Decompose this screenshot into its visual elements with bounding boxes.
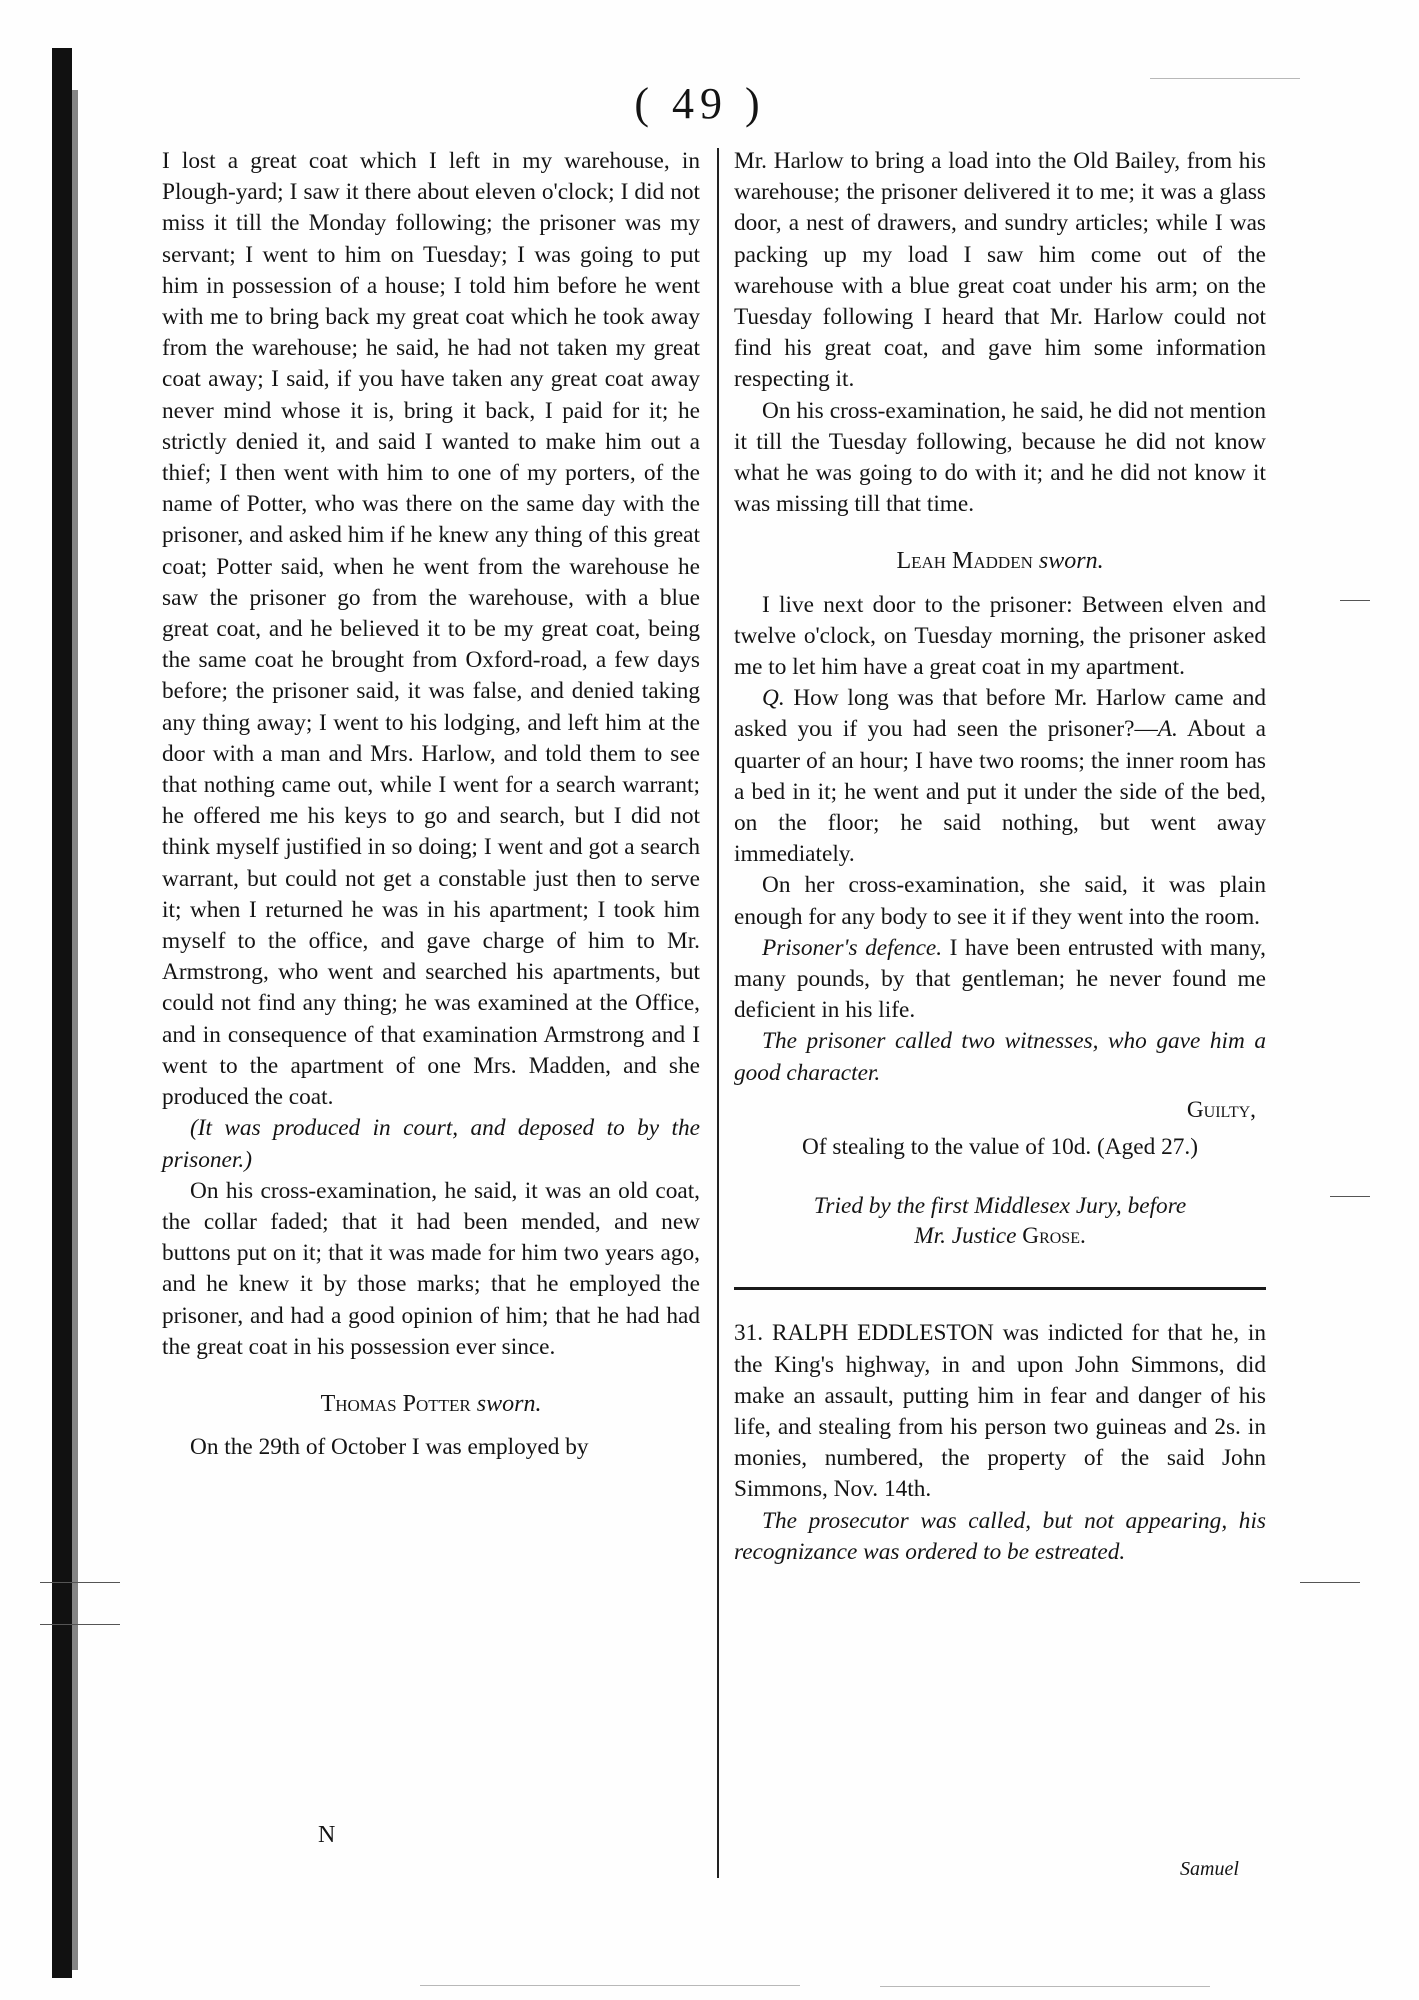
verdict-detail: Of stealing to the value of 10d. (Aged 27.)	[802, 1134, 1198, 1161]
right-column	[734, 146, 1266, 1568]
question-text: How long was that before Mr. Harlow came and asked you if you had seen the prisoner?	[734, 685, 1266, 743]
margin-mark	[40, 1582, 120, 1583]
margin-mark	[1300, 1582, 1360, 1583]
defence-label: Prisoner's defence.	[762, 934, 943, 961]
prosecutor-absent-note: The prosecutor was called, but not appearing, his recognizance was ordered to be estreated.	[734, 1507, 1266, 1565]
column-divider	[717, 148, 719, 1878]
page-number: ( 49 )	[634, 79, 766, 128]
defence-text: I have been entrusted with many, many pounds, by that gentleman; he never found me deficient in his life.	[734, 934, 1267, 1024]
court-note: (It was produced in court, and deposed to by the prisoner.)	[162, 1115, 700, 1173]
cross-examination-harlow: On his cross-examination, he said, it was an old coat, the collar faded; that it had been mended, and new buttons put on it; that it was made for him two years ago, and he knew it by those marks; that he employed the prisoner, and had a good opinion of him; that he had had the great coat in his possession ever since.	[162, 1177, 700, 1360]
binding-edge	[52, 48, 72, 1978]
testimony-potter-start: On the 29th of October I was employed by	[190, 1434, 589, 1461]
answer-text: About a quarter of an hour; I have two rooms; the inner room has a bed in it; he went and put it under the side of the bed, on the floor; he said nothing, but went away immediately.	[734, 716, 1266, 868]
testimony-potter-continued: Mr. Harlow to bring a load into the Old Bailey, from his warehouse; the prisoner delivered it to me; it was a glass door, a nest of drawers, and sundry articles; while I was packing up my load I saw him come out of the warehouse with a blue great coat under his arm; on the Tuesday following I heard that Mr. Harlow could not find his great coat, and gave him some information respecting it.	[734, 148, 1266, 393]
witness-heading-madden	[734, 546, 1266, 577]
scan-speckle	[880, 1986, 1210, 1987]
cross-examination-madden: On her cross-examination, she said, it was plain enough for any body to see it if they went into the room.	[734, 872, 1266, 930]
witness-heading-potter	[162, 1389, 700, 1420]
question-answer: Q. How long was that before Mr. Harlow came and asked you if you had seen the prisoner?—A. About a quarter of an hour; I have two rooms; the inner room has a bed in it; he went and put it under the side of the bed, on the floor; he said nothing, but went away immediately.	[734, 685, 1266, 868]
case-indictment: was indicted for that he, in the King's highway, in and upon John Simmons, did make an assault, putting him in fear and danger of his life, and stealing from his person two guineas and 2s. in monies, numbered, the property of the said John Simmons, Nov. 14th.	[734, 1320, 1266, 1503]
witness-name: Thomas Potter	[320, 1390, 471, 1417]
character-witnesses-note: The prisoner called two witnesses, who gave him a good character.	[734, 1028, 1266, 1086]
scan-speckle	[420, 1985, 800, 1986]
verdict: Guilty,	[1186, 1096, 1256, 1123]
signature-mark: N	[318, 1822, 336, 1848]
testimony-harlow: I lost a great coat which I left in my warehouse, in Plough-yard; I saw it there about eleven o'clock; I did not miss it till the Monday following; the prisoner was my servant; I went to him on Tuesday; I was going to put him in possession of a house; I told him before he went with me to bring back my great coat which he took away from the warehouse; he said, he had not taken my great coat away; I said, if you have taken any great coat away never mind whose it is, bring it back, I paid for it; he strictly denied it, and said I wanted to make him out a thief; I then went with him to one of my porters, of the name of Potter, who was there on the same day with the prisoner, and asked him if he knew any thing of this great coat; Potter said, when he went from the warehouse he saw the prisoner go from the warehouse, with a blue great coat, and he believed it to be my great coat, being the same coat he brought from Oxford-road, a few days before; the prisoner said, it was false, and denied taking any thing away; I went to his lodging, and left him at the door with a man and Mrs. Harlow, and told them to see that nothing came out, while I went for a search warrant; he offered me his keys to go and search, but I did not think myself justified in so doing; I went and got a search warrant, but could not get a constable just then to serve it; when I returned he was in his apartment; I took him myself to the office, and gave charge of him to Mr. Armstrong, who went and searched his apartments, but could not find any thing; he was examined at the Office, and in consequence of that examination Armstrong and I went to the apartment of one Mrs. Madden, and she produced the coat.	[162, 148, 700, 1111]
scan-speckle	[1150, 78, 1300, 79]
section-divider	[734, 1287, 1266, 1290]
answer-label: A.	[1157, 716, 1178, 743]
witness-name: Leah Madden	[896, 548, 1033, 575]
witness-sworn: sworn.	[476, 1390, 542, 1417]
case-defendant: RALPH EDDLESTON	[771, 1320, 994, 1347]
trial-note-line1: Tried by the first Middlesex Jury, before	[813, 1193, 1187, 1220]
margin-mark	[1330, 1196, 1370, 1197]
trial-note-line2: Mr. Justice	[914, 1223, 1017, 1250]
binding-shadow	[72, 90, 78, 1970]
testimony-madden: I live next door to the prisoner: Between elven and twelve o'clock, on Tuesday morning, the prisoner asked me to let him have a great coat in my apartment.	[734, 591, 1266, 681]
cross-examination-potter: On his cross-examination, he said, he did not mention it till the Tuesday following, because he did not know what he was going to do with it; and he did not know it was missing till that time.	[734, 397, 1266, 518]
case-number: 31.	[734, 1320, 764, 1347]
judge-name: Grose.	[1022, 1223, 1086, 1250]
left-column	[162, 146, 700, 1463]
witness-sworn: sworn.	[1038, 548, 1104, 575]
case-31	[734, 1318, 1266, 1505]
margin-mark	[40, 1624, 120, 1625]
prisoner-defence	[734, 933, 1266, 1027]
margin-mark	[1340, 600, 1370, 601]
trial-note	[734, 1191, 1266, 1251]
catchword: Samuel	[1180, 1858, 1239, 1880]
question-label: Q.	[762, 685, 785, 712]
